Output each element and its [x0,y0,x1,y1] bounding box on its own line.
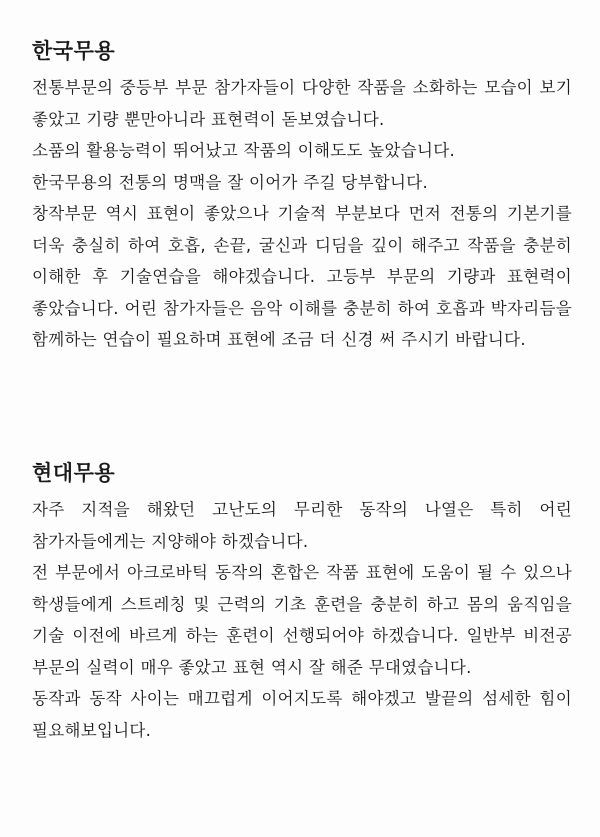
section-contemporary-dance [32,458,572,746]
paragraph: 창작부문 역시 표현이 좋았으나 기술적 부분보다 먼저 전통의 기본기를 더욱 충실히 하여 호흡, 손끝, 굴신과 디딤을 깊이 해주고 작품을 충분히 이해한 후 기술연습을 해야겠습니다. 고등부 부문의 기량과 표현력이 좋았습니다. 어린 참가자들은 음악 이해를 충분히 하여 호흡과 박자리듬을 함께하는 연습이 필요하며 표현에 조금 더 신경 써 주시기 바랍니다. [32,204,572,349]
section-heading: 현대무용 [32,461,116,485]
paragraph: 자주 지적을 해왔던 고난도의 무리한 동작의 나열은 특히 어린 참가자들에게는 지양해야 하겠습니다. [32,500,572,551]
paragraph: 한국무용의 전통의 명맥을 잘 이어가 주길 당부합니다. [32,172,429,192]
paragraph: 소품의 활용능력이 뛰어났고 작품의 이해도도 높았습니다. [32,141,456,160]
paragraph: 동작과 동작 사이는 매끄럽게 이어지도록 해야겠고 발끝의 섬세한 힘이 필요해보입니다. [32,689,572,740]
paragraph: 전통부문의 중등부 부문 참가자들이 다양한 작품을 소화하는 모습이 보기 좋았고 기량 뿐만아니라 표현력이 돋보였습니다. [32,78,572,129]
section-korean-dance [32,36,572,356]
section-heading: 한국무용 [32,39,116,63]
paragraph: 전 부문에서 아크로바틱 동작의 혼합은 작품 표현에 도움이 될 수 있으나 학생들에게 스트레칭 및 근력의 기초 훈련을 충분히 하고 몸의 움직임을 기술 이전에 바르게 하는 훈련이 선행되어야 하겠습니다. 일반부 비전공 부문의 실력이 매우 좋았고 표현 역시 잘 해준 무대였습니다. [32,563,572,677]
